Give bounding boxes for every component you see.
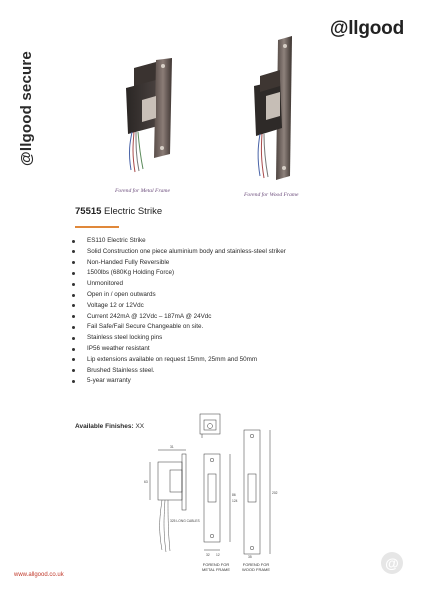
wood-frame-label-line1: FOREND FOR: [242, 562, 270, 567]
product-title: [75, 206, 162, 217]
product-code: 75515: [75, 206, 102, 217]
feature-item: Unmonitored: [68, 279, 368, 290]
dim-metal-width: 32: [206, 553, 210, 557]
feature-item: Brushed Stainless steel.: [68, 366, 368, 377]
photo-caption-metal-frame: Forend for Metal Frame: [115, 188, 170, 194]
feature-item: 5-year warranty: [68, 376, 368, 387]
dim-wood-width: 35: [248, 555, 252, 559]
wood-frame-label-line2: WOOD FRAME: [242, 567, 270, 572]
metal-frame-label: [196, 562, 236, 572]
dim-wood-height: 202: [272, 491, 278, 495]
available-finishes: [75, 423, 144, 430]
svg-text:@: @: [385, 555, 399, 571]
product-photo-metal-frame: [112, 58, 192, 178]
product-photo-wood-frame: [248, 36, 308, 181]
feature-item: Stainless steel locking pins: [68, 333, 368, 344]
sidebar-brand-text: @llgood secure: [18, 51, 35, 166]
feature-item: Current 242mA @ 12Vdc – 187mA @ 24Vdc: [68, 312, 368, 323]
brand-logo: @llgood: [329, 18, 404, 39]
feature-item: 1500lbs (680Kg Holding Force): [68, 268, 368, 279]
footer-website-link[interactable]: www.allgood.co.uk: [14, 572, 64, 578]
feature-item: Open in / open outwards: [68, 290, 368, 301]
title-accent-rule: [75, 226, 119, 228]
dim-inner: 124: [232, 499, 238, 503]
feature-item: IP56 weather resistant: [68, 344, 368, 355]
feature-item: ES110 Electric Strike: [68, 236, 368, 247]
feature-item: Solid Construction one piece aluminium body and stainless-steel striker: [68, 247, 368, 258]
at-symbol-watermark-icon: [380, 551, 404, 580]
feature-item: Voltage 12 or 12Vdc: [68, 301, 368, 312]
metal-frame-label-line1: FOREND FOR: [202, 562, 230, 567]
technical-drawing: [140, 410, 300, 565]
feature-item: Non-Handed Fully Reversible: [68, 258, 368, 269]
dim-body: 63: [144, 480, 148, 484]
photo-caption-wood-frame: Forend for Wood Frame: [244, 192, 299, 198]
feature-item: Fail Safe/Fail Secure Changeable on site.: [68, 322, 368, 333]
cable-note: 325 LONG CABLES: [170, 519, 200, 523]
dim-top: 31: [170, 445, 174, 449]
product-name: Electric Strike: [101, 206, 163, 217]
dim-metal-width-2: 12: [216, 553, 220, 557]
dim-metal-height: 86: [232, 493, 236, 497]
finishes-label: Available Finishes:: [75, 423, 134, 430]
finishes-value: XX: [133, 423, 145, 430]
wood-frame-label: [236, 562, 276, 572]
feature-item: Lip extensions available on request 15mm, 25mm and 50mm: [68, 355, 368, 366]
feature-list: [68, 236, 368, 387]
metal-frame-label-line2: METAL FRAME: [201, 567, 230, 572]
sidebar-brand: [18, 36, 38, 166]
